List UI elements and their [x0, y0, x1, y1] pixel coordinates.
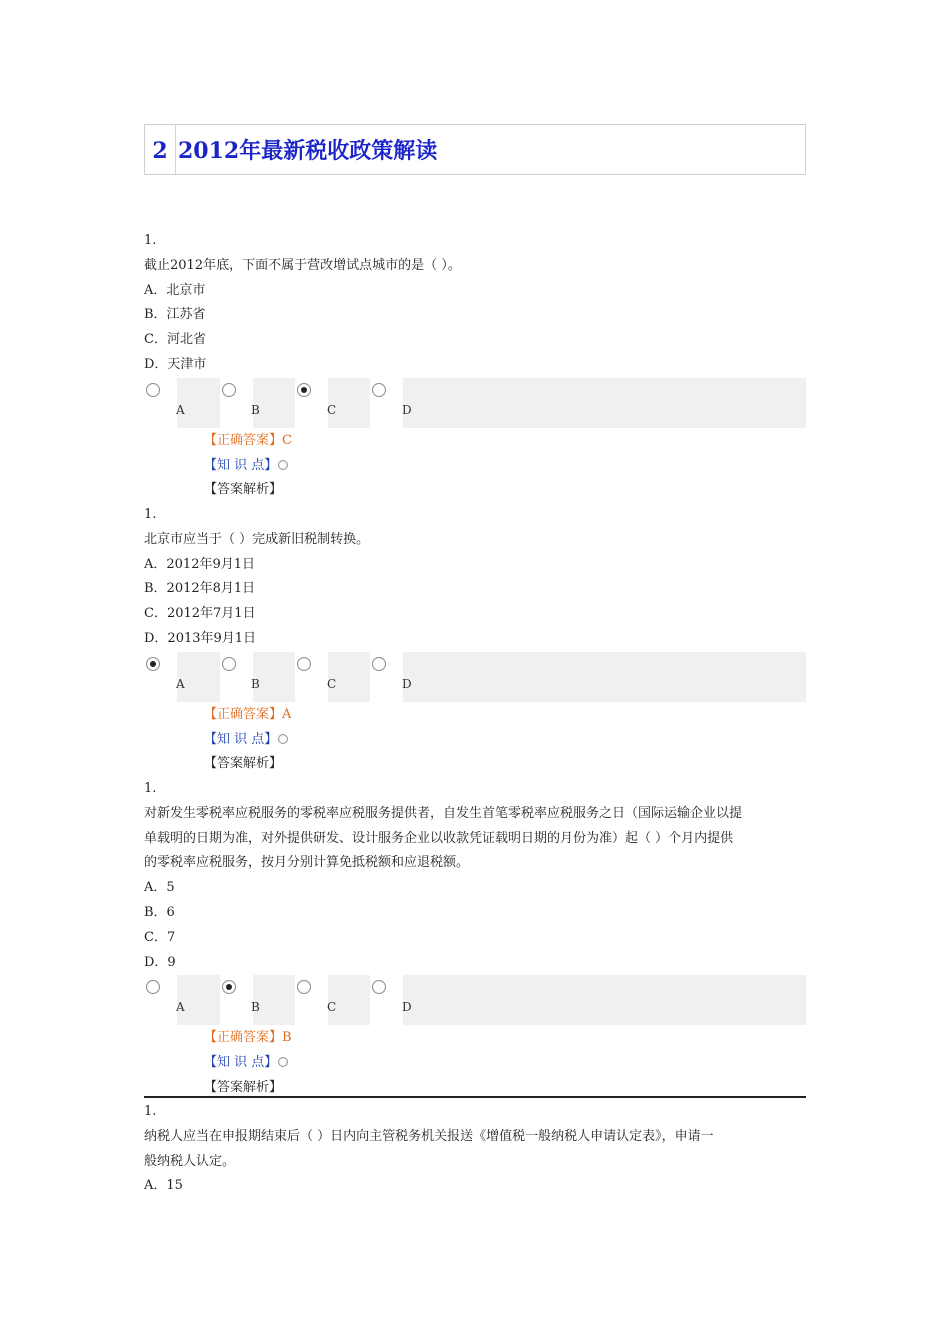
correct-answer-value: C — [282, 432, 292, 448]
knowledge-point-icon[interactable] — [278, 1057, 288, 1067]
correct-answer-label: 【正确答案】 — [204, 706, 283, 722]
radio-b[interactable] — [222, 657, 236, 671]
question-stem-line-1: 纳税人应当在申报期结束后（ ）日内向主管税务机关报送《增值税一般纳税人申请认定表》，申请一 — [144, 1128, 714, 1144]
answer-meta — [144, 703, 806, 777]
radio-label-d: D — [402, 676, 412, 691]
answer-choice-row — [144, 378, 806, 428]
section-divider — [144, 1096, 806, 1098]
radio-label-c: C — [327, 402, 337, 417]
question-3 — [144, 777, 806, 1101]
option-d-text: D．2013年9月1日 — [144, 630, 257, 646]
radio-c[interactable] — [297, 657, 311, 671]
radio-label-d: D — [402, 1000, 412, 1015]
analysis-label: 【答案解析】 — [204, 756, 283, 772]
radio-b[interactable] — [222, 383, 236, 397]
question-stem: 截止2012年底，下面不属于营改增试点城市的是（ ）。 — [144, 257, 461, 273]
radio-label-a: A — [176, 1000, 185, 1015]
question-1 — [144, 229, 806, 503]
radio-label-b: B — [251, 676, 260, 691]
analysis-label: 【答案解析】 — [204, 1079, 283, 1095]
option-a-text: A．北京市 — [144, 282, 206, 298]
option-a-text: A．2012年9月1日 — [144, 556, 256, 572]
knowledge-point-label: 【知 识 点】 — [204, 1055, 278, 1071]
option-c-text: C．2012年7月1日 — [144, 606, 256, 622]
question-number: 1. — [144, 233, 157, 248]
radio-label-a: A — [176, 402, 185, 417]
answer-choice-row — [144, 975, 806, 1025]
question-number: 1. — [144, 1104, 157, 1119]
correct-answer-label: 【正确答案】 — [204, 1030, 283, 1046]
section-number: 2 — [145, 125, 176, 174]
radio-label-b: B — [251, 1000, 260, 1015]
question-stem-line-1: 对新发生零税率应税服务的零税率应税服务提供者，自发生首笔零税率应税服务之日（国际运输企业以提 — [144, 805, 743, 821]
radio-label-c: C — [327, 676, 337, 691]
option-b-text: B．2012年8月1日 — [144, 581, 256, 597]
answer-choice-row — [144, 652, 806, 702]
question-stem-line-2: 单载明的日期为准，对外提供研发、设计服务企业以收款凭证载明日期的月份为准）起（ ）个月内提供 — [144, 830, 734, 846]
option-c-text: C．河北省 — [144, 332, 206, 348]
question-stem-line-2: 般纳税人认定。 — [144, 1153, 236, 1169]
knowledge-point-label: 【知 识 点】 — [204, 731, 278, 747]
option-c-text: C．7 — [144, 929, 176, 945]
option-a-text: A．5 — [144, 880, 175, 896]
correct-answer-label: 【正确答案】 — [204, 432, 283, 448]
question-4 — [144, 1100, 806, 1199]
knowledge-point-icon[interactable] — [278, 734, 288, 744]
question-2 — [144, 503, 806, 777]
question-number: 1. — [144, 507, 157, 522]
section-title-box — [144, 124, 806, 175]
answer-meta — [144, 1026, 806, 1100]
knowledge-point-label: 【知 识 点】 — [204, 457, 278, 473]
radio-a[interactable] — [146, 657, 160, 671]
correct-answer-value: A — [282, 706, 292, 722]
correct-answer-value: B — [282, 1030, 292, 1046]
radio-label-a: A — [176, 676, 185, 691]
radio-d[interactable] — [372, 657, 386, 671]
question-stem: 北京市应当于（ ）完成新旧税制转换。 — [144, 531, 370, 547]
section-title: 2012年最新税收政策解读 — [178, 138, 438, 164]
radio-label-b: B — [251, 402, 260, 417]
radio-label-c: C — [327, 1000, 337, 1015]
analysis-label: 【答案解析】 — [204, 482, 283, 498]
radio-label-d: D — [402, 402, 412, 417]
option-a-text: A．15 — [144, 1178, 183, 1194]
question-stem-line-3: 的零税率应税服务，按月分别计算免抵税额和应退税额。 — [144, 855, 470, 871]
option-b-text: B．江苏省 — [144, 307, 206, 323]
option-b-text: B．6 — [144, 904, 175, 920]
radio-a[interactable] — [146, 383, 160, 397]
option-d-text: D．9 — [144, 954, 176, 970]
radio-c[interactable] — [297, 383, 311, 397]
knowledge-point-icon[interactable] — [278, 460, 288, 470]
option-d-text: D．天津市 — [144, 356, 207, 372]
answer-meta — [144, 429, 806, 503]
radio-d[interactable] — [372, 383, 386, 397]
question-number: 1. — [144, 781, 157, 796]
